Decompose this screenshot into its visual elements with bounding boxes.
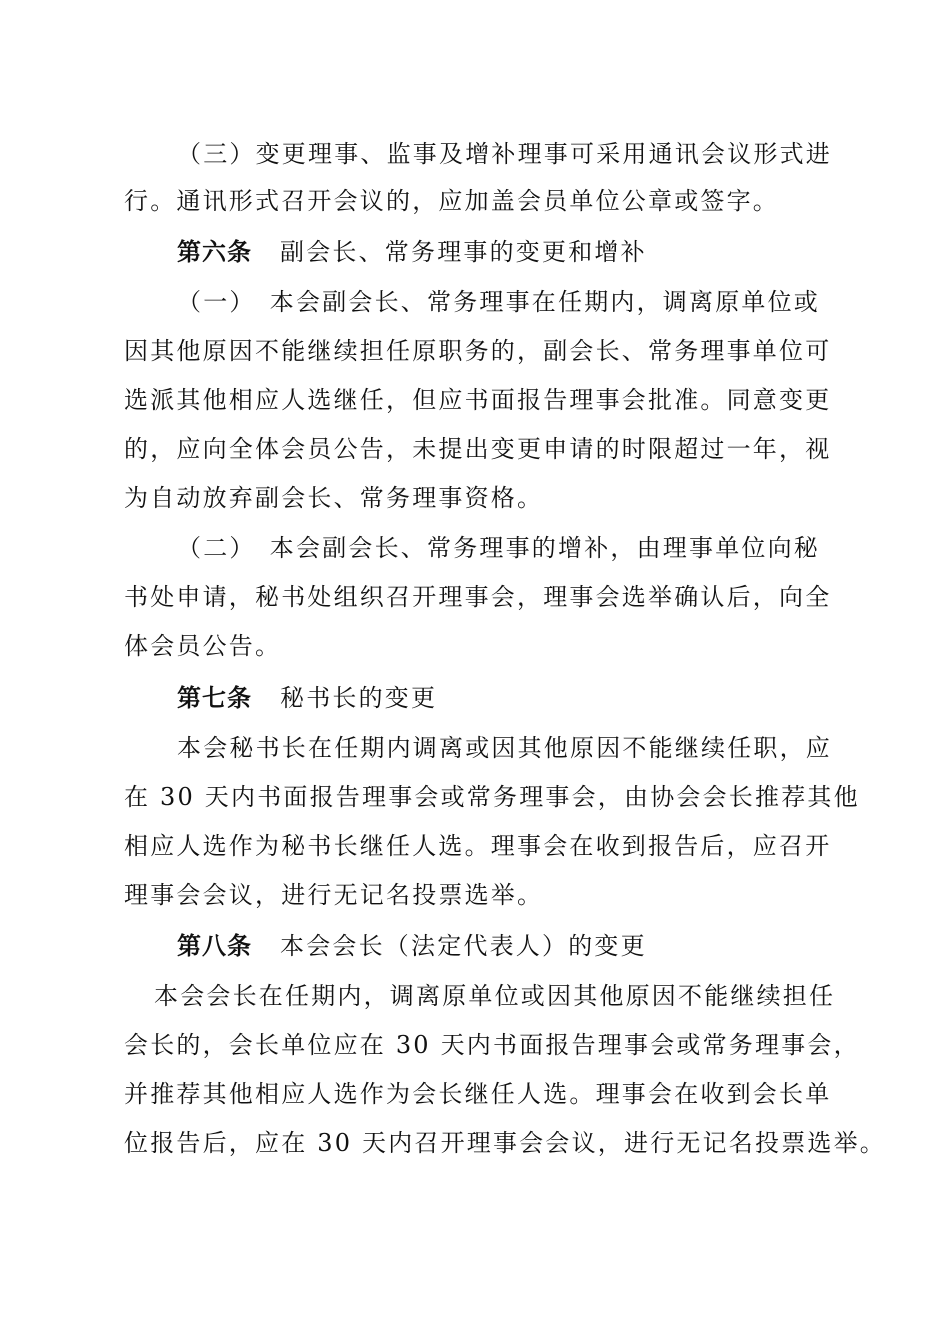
paragraph-line: 行。通讯形式召开会议的，应加盖会员单位公章或签字。 bbox=[124, 187, 779, 215]
paragraph-line: （二） 本会副会长、常务理事的增补，由理事单位向秘 bbox=[177, 534, 820, 562]
paragraph-line: 会长的，会长单位应在 30 天内书面报告理事会或常务理事会， bbox=[124, 1031, 860, 1059]
article-title: 秘书长的变更 bbox=[280, 684, 438, 712]
article-heading-7 bbox=[177, 683, 437, 713]
article-heading-6 bbox=[177, 237, 647, 267]
paragraph-line: 本会会长在任期内，调离原单位或因其他原因不能继续担任 bbox=[154, 982, 836, 1010]
paragraph-line: （一） 本会副会长、常务理事在任期内，调离原单位或 bbox=[177, 288, 820, 316]
paragraph-line: 体会员公告。 bbox=[124, 632, 282, 660]
paragraph-line: （三）变更理事、监事及增补理事可采用通讯会议形式进 bbox=[177, 140, 832, 168]
paragraph-line: 本会秘书长在任期内调离或因其他原因不能继续任职，应 bbox=[177, 734, 832, 762]
paragraph-line: 相应人选作为秘书长继任人选。理事会在收到报告后，应召开 bbox=[124, 832, 832, 860]
paragraph-line: 书处申请，秘书处组织召开理事会，理事会选举确认后，向全 bbox=[124, 583, 832, 611]
paragraph-line: 选派其他相应人选继任，但应书面报告理事会批准。同意变更 bbox=[124, 386, 832, 414]
paragraph-line: 并推荐其他相应人选作为会长继任人选。理事会在收到会长单 bbox=[124, 1080, 832, 1108]
article-heading-8 bbox=[177, 931, 647, 961]
paragraph-line: 在 30 天内书面报告理事会或常务理事会，由协会会长推荐其他 bbox=[124, 783, 860, 811]
paragraph-line: 为自动放弃副会长、常务理事资格。 bbox=[124, 484, 544, 512]
article-number: 第六条 bbox=[177, 238, 252, 266]
paragraph-line: 因其他原因不能继续担任原职务的，副会长、常务理事单位可 bbox=[124, 337, 832, 365]
article-title: 本会会长（法定代表人）的变更 bbox=[280, 932, 647, 960]
article-title: 副会长、常务理事的变更和增补 bbox=[280, 238, 647, 266]
paragraph-line: 理事会会议，进行无记名投票选举。 bbox=[124, 881, 544, 909]
article-number: 第八条 bbox=[177, 932, 252, 960]
paragraph-line: 位报告后，应在 30 天内召开理事会会议，进行无记名投票选举。 bbox=[124, 1129, 886, 1157]
article-number: 第七条 bbox=[177, 684, 252, 712]
paragraph-line: 的，应向全体会员公告，未提出变更申请的时限超过一年，视 bbox=[124, 435, 832, 463]
